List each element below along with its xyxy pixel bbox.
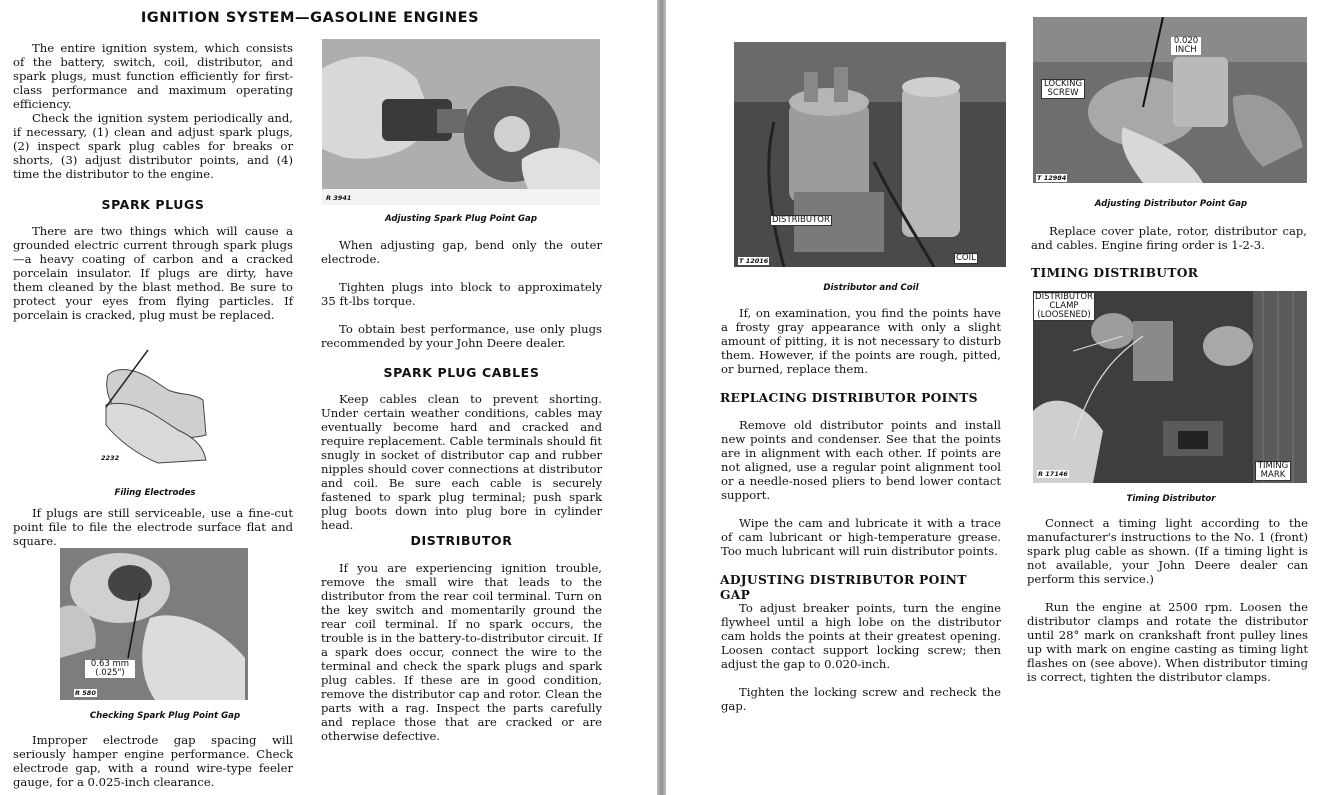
distributor-point-gap-caption: Adjusting Distributor Point Gap xyxy=(1094,199,1248,209)
dist-gap-figure-ref: T 12984 xyxy=(1037,174,1067,182)
wipe-cam-paragraph: Wipe the cam and lubricate it with a trace of cam lubricant or high-temperature grease. Too much lubricant will ruin distributor points. xyxy=(721,516,1001,558)
gap-value-line1: 0.020 xyxy=(1173,36,1199,46)
adjusting-spark-gap-caption: Adjusting Spark Plug Point Gap xyxy=(385,214,537,224)
adjusting-gap-paragraph: When adjusting gap, bend only the outer electrode. xyxy=(321,238,602,266)
serviceable-paragraph: If plugs are still serviceable, use a fine-cut point file to file the electrode surface flat and square. xyxy=(13,506,293,548)
clamp-label-line3: (LOOSENED) xyxy=(1037,310,1091,320)
timing-figure-ref: R 17146 xyxy=(1038,470,1068,478)
locking-screw-line1: LOCKING xyxy=(1043,79,1083,89)
replacing-points-heading: REPLACING DISTRIBUTOR POINTS xyxy=(720,390,978,405)
coil-label: COIL xyxy=(956,253,976,263)
best-performance-paragraph: To obtain best performance, use only plugs recommended by your John Deere dealer. xyxy=(321,322,602,350)
distributor-heading: DISTRIBUTOR xyxy=(410,533,513,548)
dist-coil-figure-ref: T 12016 xyxy=(739,257,769,265)
examination-paragraph: If, on examination, you find the points have a frosty gray appearance with only a slight amount of pitting, it is not necessary to disturb them. However, if the points are rough, pitted, or burned, replace them. xyxy=(721,306,1001,376)
gap-mm-value: 0.63 mm xyxy=(90,659,130,669)
tighten-screw-paragraph: Tighten the locking screw and recheck the gap. xyxy=(721,685,1001,713)
checking-figure-ref: R 580 xyxy=(75,689,96,697)
gap-value-label xyxy=(1171,37,1201,55)
replacing-points-paragraph: Remove old distributor points and install new points and condenser. See that the points are in alignment with each other. If points are not aligned, use a regular point alignment tool or a needle-nosed pliers to bend lower contact support. xyxy=(721,418,1001,502)
distributor-point-gap-image xyxy=(1033,17,1307,183)
timing-mark-line2: MARK xyxy=(1260,470,1286,480)
intro-paragraph-1: The entire ignition system, which consists of the battery, switch, coil, distributor, and spark plugs, must function efficiently for first-class performance and maximum operating efficiency. xyxy=(13,41,293,111)
gap-measurement-label xyxy=(85,660,135,678)
timing-distributor-caption: Timing Distributor xyxy=(1126,494,1216,504)
timing-distributor-image xyxy=(1033,291,1307,483)
improper-gap-paragraph: Improper electrode gap spacing will seriously hamper engine performance. Check electrode gap, with a round wire-type feeler gauge, for a 0.025-inch clearance. xyxy=(13,733,293,789)
adjusting-spark-figure-ref: R 3941 xyxy=(326,194,352,202)
clamp-label-line1: DISTRIBUTOR xyxy=(1035,292,1093,302)
filing-figure-ref: 2232 xyxy=(101,454,120,462)
timing-distributor-heading: TIMING DISTRIBUTOR xyxy=(1031,265,1199,280)
clamp-label-line2: CLAMP xyxy=(1049,301,1079,311)
gap-inch-value: (.025") xyxy=(95,668,125,678)
filing-electrodes-caption: Filing Electrodes xyxy=(114,488,196,498)
intro-paragraph-2: Check the ignition system periodically and, if necessary, (1) clean and adjust spark plugs, (2) inspect spark plug cables for breaks or shorts, (3) adjust distributor points, and (4) time the distributor to the engine. xyxy=(13,111,293,181)
distributor-clamp-label xyxy=(1033,292,1095,321)
gap-value-line2: INCH xyxy=(1175,45,1197,55)
checking-gap-image xyxy=(60,548,248,700)
distributor-label: DISTRIBUTOR xyxy=(772,215,830,225)
checking-gap-caption: Checking Spark Plug Point Gap xyxy=(89,711,241,721)
locking-screw-label xyxy=(1041,79,1085,99)
timing-mark-line1: TIMING xyxy=(1257,461,1289,471)
spark-plug-cables-paragraph: Keep cables clean to prevent shorting. Under certain weather conditions, cables may eventually become hard and cracked and require replacement. Cable terminals should fit snugly in socket of distributor cap and rubber nipples should cover connections at distributor and coil. Be sure each cable is securely fastened to spark plug terminal; push spark plug boots down into plug bore in cylinder head. xyxy=(321,392,602,532)
locking-screw-line2: SCREW xyxy=(1047,88,1079,98)
filing-electrodes-image xyxy=(98,345,210,467)
connect-timing-light-paragraph: Connect a timing light according to the manufacturer's instructions to the No. 1 (front) spark plug cable as shown. (If a timing light is not available, your John Deere dealer can perform this service.) xyxy=(1027,516,1308,586)
distributor-paragraph: If you are experiencing ignition trouble, remove the small wire that leads to the distributor from the rear coil terminal. Turn on the key switch and momentarily ground the rear coil terminal. If no spark occurs, the trouble is in the battery-to-distributor circuit. If a spark does occur, connect the wire to the terminal and check the spark plugs and spark plug cables. If these are in good condition, remove the distributor cap and rotor. Clean the parts with a rag. Inspect the parts carefully and replace those that are cracked or are otherwise defective. xyxy=(321,561,602,743)
run-engine-paragraph: Run the engine at 2500 rpm. Loosen the distributor clamps and rotate the distributor until 28° mark on crankshaft front pulley lines up with mark on engine casting as timing light flashes on (see above). When distributor timing is correct, tighten the distributor clamps. xyxy=(1027,600,1308,684)
right-page xyxy=(666,0,1325,795)
spark-plugs-paragraph: There are two things which will cause a grounded electric current through spark plugs—a heavy coating of carbon and a cracked porcelain insulator. If plugs are dirty, have them cleaned by the blast method. Be sure to protect your eyes from flying particles. If porcelain is cracked, plug must be replaced. xyxy=(13,224,293,322)
page-title: IGNITION SYSTEM—GASOLINE ENGINES xyxy=(140,10,480,26)
page-gutter xyxy=(657,0,666,795)
adjusting-point-gap-paragraph: To adjust breaker points, turn the engine flywheel until a high lobe on the distributor cam holds the points at their greatest opening. Loosen contact support locking screw; then adjust the gap to 0.020-inch. xyxy=(721,601,1001,671)
left-page xyxy=(0,0,657,795)
distributor-coil-image xyxy=(734,42,1006,267)
spark-plug-cables-heading: SPARK PLUG CABLES xyxy=(383,365,540,380)
adjusting-spark-gap-image xyxy=(322,39,600,205)
adjusting-point-gap-heading: ADJUSTING DISTRIBUTOR POINT GAP xyxy=(720,572,967,602)
tighten-plugs-paragraph: Tighten plugs into block to approximately 35 ft-lbs torque. xyxy=(321,280,602,308)
spark-plugs-heading: SPARK PLUGS xyxy=(101,197,205,212)
distributor-coil-caption: Distributor and Coil xyxy=(823,283,919,293)
replace-cover-paragraph: Replace cover plate, rotor, distributor cap, and cables. Engine firing order is 1-2-3. xyxy=(1031,224,1307,252)
timing-mark-label xyxy=(1255,461,1291,481)
